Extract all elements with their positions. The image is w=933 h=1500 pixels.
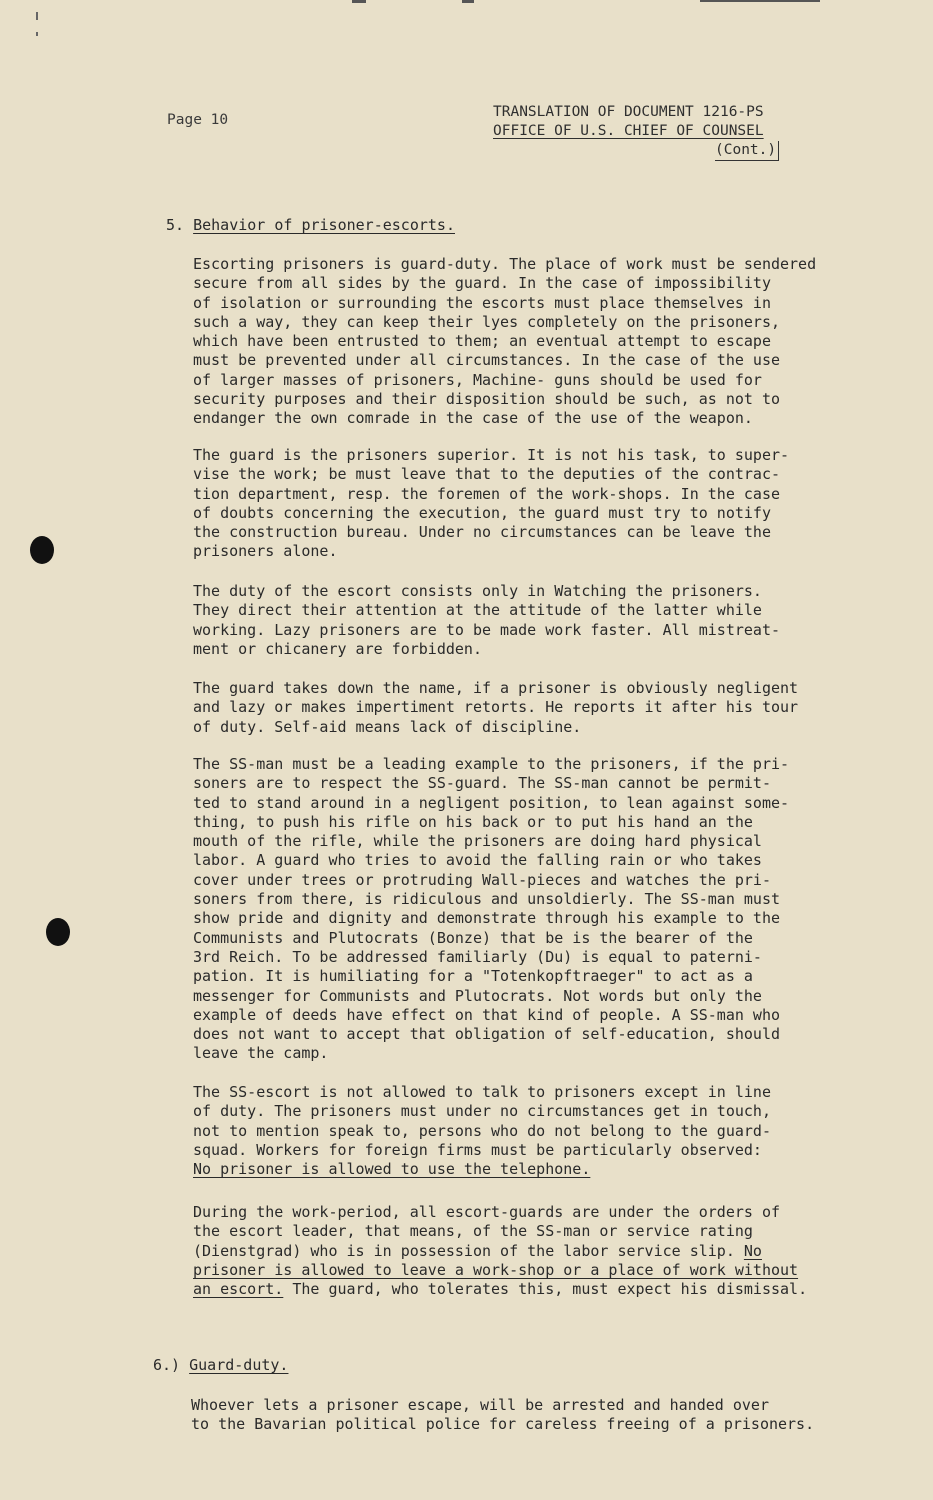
text-line: cover under trees or protruding Wall-pieces and watches the pri- [193,870,771,889]
text-line: ted to stand around in a negligent position, to lean against some- [193,793,790,812]
text-line: prisoners alone. [193,542,338,561]
text-line: such a way, they can keep their lyes completely on the prisoners, [193,312,780,331]
text-line: The guard takes down the name, if a prisoner is obviously negligent [193,679,799,697]
text-line: Escorting prisoners is guard-duty. The place of work must be sendered [193,255,817,273]
text-line: security purposes and their disposition should be such, as not to [193,390,780,409]
edge-mark [36,32,38,36]
text-line: and lazy or makes impertiment retorts. He reports it after his tour [193,698,799,717]
text-line: The duty of the escort consists only in Watching the prisoners. [193,582,762,600]
section-number: 5. [166,216,185,234]
text-line: working. Lazy prisoners are to be made work faster. All mistreat- [193,620,780,639]
text-line [193,1242,807,1261]
paragraph [193,255,816,429]
text-line: of isolation or surrounding the escorts must place themselves in [193,293,771,312]
text-line: During the work-period, all escort-guards are under the orders of [193,1203,780,1221]
underlined-line: prisoner is allowed to leave a work-shop or a place of work without [193,1260,799,1279]
text-line: labor. A guard who tries to avoid the falling rain or who takes [193,851,762,870]
underlined-rule: No prisoner is allowed to use the telephone. [193,1160,591,1179]
header-cont: (Cont.) [715,141,779,161]
text-line: secure from all sides by the guard. In the case of impossibility [193,274,771,293]
text-line: Communists and Plutocrats (Bonze) that be is the bearer of the [193,928,753,947]
text-line: of duty. The prisoners must under no circumstances get in touch, [193,1102,771,1121]
text-segment: (Dienstgrad) who is in possession of the labor service slip. [193,1241,735,1260]
paragraph [193,755,789,1064]
section-title: Behavior of prisoner-escorts. [193,216,455,234]
paragraph [193,446,789,562]
text-line: pation. It is humiliating for a "Totenkopftraeger" to act as a [193,967,753,986]
paragraph [191,1396,814,1435]
text-line: tion department, resp. the foremen of the work-shops. In the case [193,484,780,503]
section-5-heading [166,216,455,234]
paragraph [193,1083,771,1179]
text-line: to the Bavarian political police for careless freeing of a prisoners. [191,1415,815,1434]
document-header [493,103,779,161]
page-number: Page 10 [167,112,229,128]
section-title: Guard-duty. [189,1356,289,1374]
paragraph [193,1203,807,1299]
text-line: endanger the own comrade in the case of the use of the weapon. [193,409,753,428]
text-line: mouth of the rifle, while the prisoners are doing hard physical [193,832,762,851]
section-number: 6.) [153,1356,181,1374]
text-line: soners are to respect the SS-guard. The SS-man cannot be permit- [193,774,771,793]
text-line [193,1280,807,1299]
text-line: vise the work; be must leave that to the deputies of the contrac- [193,465,780,484]
punch-hole-bottom [46,918,70,946]
text-line: soners from there, is ridiculous and unsoldierly. The SS-man must [193,890,780,909]
text-line: must be prevented under all circumstances. In the case of the use [193,351,780,370]
punch-hole-top [30,536,54,564]
text-line: messenger for Communists and Plutocrats. Not words but only the [193,986,762,1005]
text-line: squad. Workers for foreign firms must be particularly observed: [193,1140,762,1159]
text-line: show pride and dignity and demonstrate through his example to the [193,909,780,928]
underlined-segment: an escort. [193,1280,284,1299]
text-line: which have been entrusted to them; an eventual attempt to escape [193,332,771,351]
text-line: The SS-man must be a leading example to the prisoners, if the pri- [193,755,790,773]
section-6-heading [153,1356,288,1374]
header-line-1: TRANSLATION OF DOCUMENT 1216-PS [493,104,764,120]
text-segment: The guard, who tolerates this, must expect his dismissal. [283,1280,808,1299]
paragraph [193,582,780,659]
text-line: They direct their attention at the attitude of the latter while [193,601,762,620]
text-line: of larger masses of prisoners, Machine- guns should be used for [193,370,762,389]
text-line: The guard is the prisoners superior. It is not his task, to super- [193,446,790,464]
text-line: the construction bureau. Under no circumstances can be leave the [193,523,771,542]
underlined-segment: No [743,1241,762,1260]
text-line: not to mention speak to, persons who do not belong to the guard- [193,1121,771,1140]
text-line: the escort leader, that means, of the SS-man or service rating [193,1222,753,1241]
paragraph [193,679,798,737]
text-line: leave the camp. [193,1044,329,1063]
text-line: does not want to accept that obligation of self-education, should [193,1025,780,1044]
text-line: thing, to push his rifle on his back or to put his hand an the [193,812,753,831]
header-line-2: OFFICE OF U.S. CHIEF OF COUNSEL [493,123,764,139]
text-line: Whoever lets a prisoner escape, will be arrested and handed over [191,1396,769,1414]
text-line: of doubts concerning the execution, the guard must try to notify [193,503,771,522]
text-line: The SS-escort is not allowed to talk to prisoners except in line [193,1083,771,1101]
text-line: ment or chicanery are forbidden. [193,639,482,658]
text-line: 3rd Reich. To be addressed familiarly (Du) is equal to paterni- [193,947,762,966]
edge-mark [36,12,38,20]
top-edge-marks [0,0,933,8]
text-line: of duty. Self-aid means lack of discipline. [193,717,582,736]
text-line: example of deeds have effect on that kind of people. A SS-man who [193,1005,780,1024]
